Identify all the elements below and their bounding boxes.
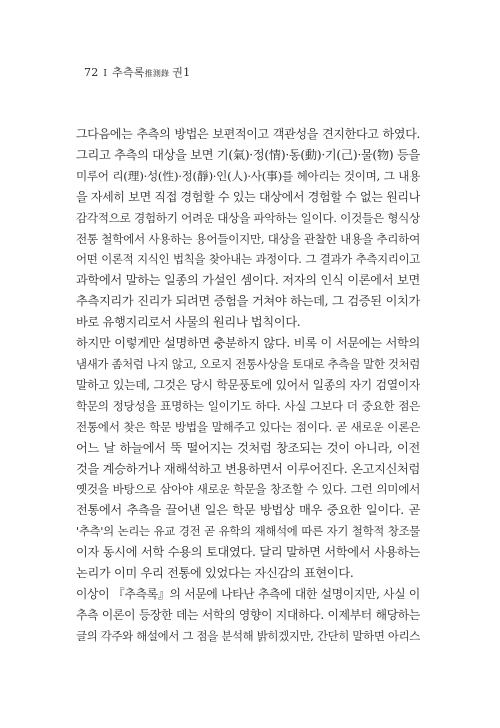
text-line: 을 자세히 보면 직접 경험할 수 있는 대상에서 경험할 수 없는 원리나 (76, 189, 420, 204)
text-line: 하지만 이렇게만 설명하면 충분하지 않다. 비록 이 서문에는 서학의 (76, 336, 420, 351)
text-line: 추측지리가 진리가 되려면 증험을 거쳐야 하는데, 그 검증된 이치가 (76, 294, 420, 309)
text-line: 바로 유행지리로서 사물의 원리나 법칙이다. (76, 315, 301, 330)
text-line: 글의 각주와 해설에서 그 점을 분석해 밝히겠지만, 간단히 말하면 아리스 (76, 628, 420, 643)
text-line: 전통에서 추측을 끌어낸 일은 학문 방법상 매우 중요한 일이다. 곧 (76, 503, 420, 518)
text-line: 학문의 정당성을 표명하는 일이기도 하다. 사실 그보다 더 중요한 점은 (76, 398, 420, 413)
text-line: 감각적으로 경험하기 어려운 대상을 파악하는 일이다. 이것들은 형식상 (76, 210, 420, 225)
text-line: 말하고 있는데, 그것은 당시 학문풍토에 있어서 일종의 자기 검열이자 (76, 377, 420, 392)
book-title-hanja: 推測錄 (144, 69, 170, 78)
text-line: 것을 계승하거나 재해석하고 변용하면서 이루어진다. 온고지신처럼 (76, 461, 420, 476)
text-line: 논리가 이미 우리 전통에 있었다는 자신감의 표현이다. (76, 566, 354, 581)
body-text (76, 124, 420, 647)
text-line: 전통 철학에서 사용하는 용어들이지만, 대상을 관찰한 내용을 추리하여 (76, 231, 420, 246)
running-head-separator: I (103, 69, 108, 79)
text-line: 추측 이론이 등장한 데는 서학의 영향이 지대하다. 이제부터 해당하는 (76, 607, 420, 622)
text-line: '추측'의 논리는 유교 경전 곧 유학의 재해석에 따른 자기 철학적 창조물 (76, 524, 420, 539)
text-line: 그다음에는 추측의 방법은 보편적이고 객관성을 견지한다고 하였다. (76, 127, 420, 141)
running-head (84, 66, 190, 81)
text-line: 냄새가 좀처럼 나지 않고, 오로지 전통사상을 토대로 추측을 말한 것처럼 (76, 356, 420, 371)
text-line: 전통에서 찾은 학문 방법을 말해주고 있다는 점이다. 곧 새로운 이론은 (76, 419, 420, 434)
book-title: 추측록 (112, 66, 145, 79)
page-number: 72 (84, 66, 99, 79)
text-line: 미루어 리(理)·성(性)·정(靜)·인(人)·사(事)를 헤아리는 것이며, 그 내용 (76, 168, 420, 183)
text-line: 그리고 추측의 대상을 보면 기(氣)·정(情)·동(動)·기(己)·물(物) 등을 (76, 147, 420, 162)
text-line: 옛것을 바탕으로 삼아야 새로운 학문을 창조할 수 있다. 그런 의미에서 (76, 482, 420, 497)
text-line: 이상이 『추측록』의 서문에 나타난 추측에 대한 설명이지만, 사실 이 (76, 586, 420, 601)
text-line: 어느 날 하늘에서 뚝 떨어지는 것처럼 창조되는 것이 아니라, 이전 (76, 440, 420, 455)
text-line: 이자 동시에 서학 수용의 토대였다. 달리 말하면 서학에서 사용하는 (76, 545, 420, 560)
text-line: 어떤 이론적 지식인 법칙을 찾아내는 과정이다. 그 결과가 추측지리이고 (76, 252, 420, 267)
volume-label: 권1 (172, 66, 191, 79)
text-line: 과학에서 말하는 일종의 가설인 셈이다. 저자의 인식 이론에서 보면 (76, 273, 420, 288)
